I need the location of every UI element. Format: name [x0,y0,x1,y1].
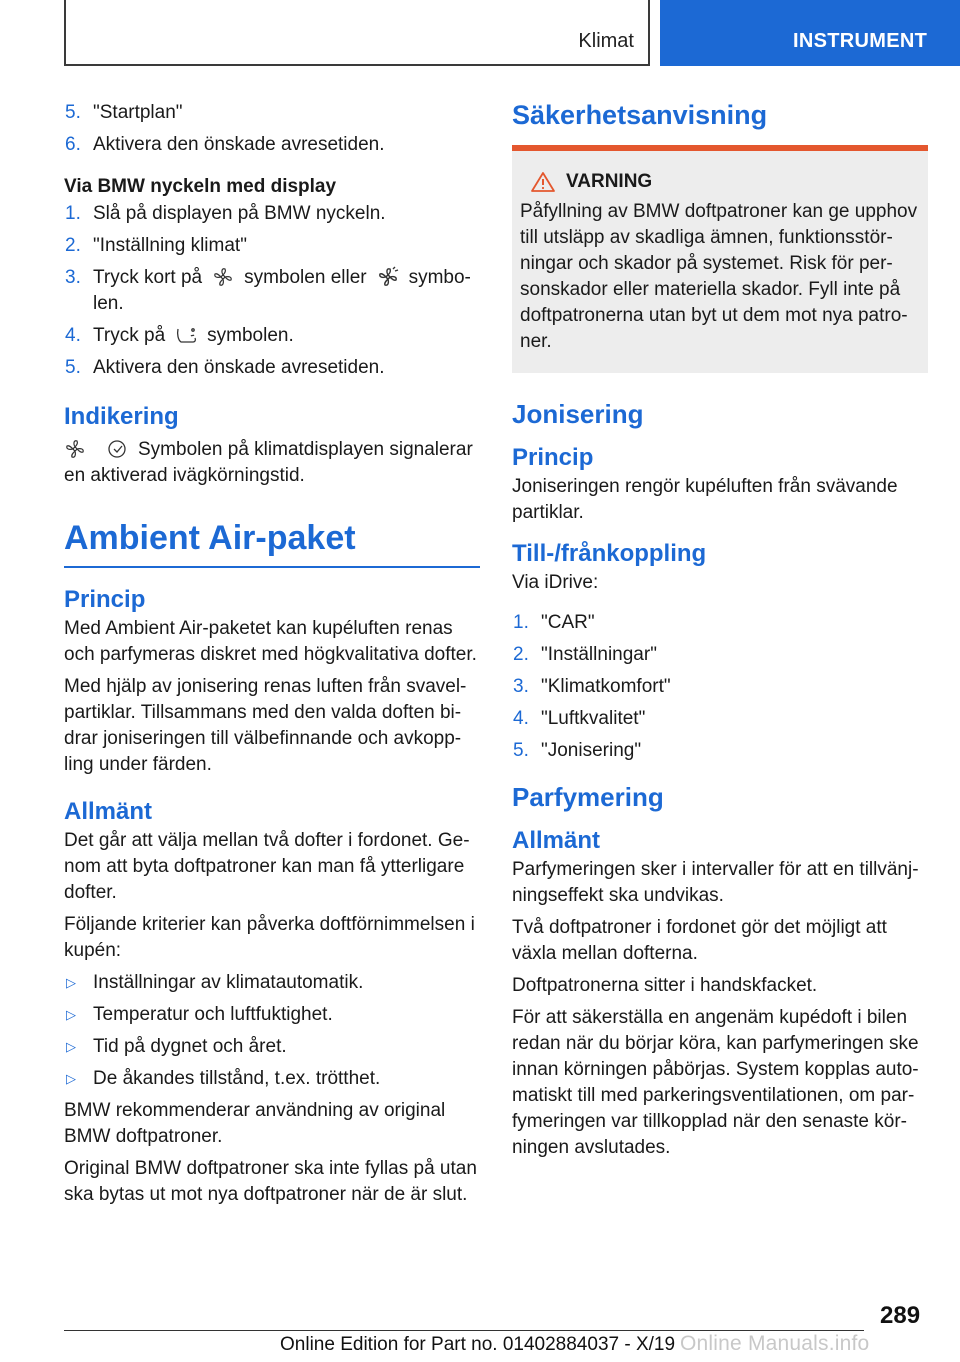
list-item: ▷ Temperatur och luftfuktighet. [66,1004,333,1025]
allmant-heading: Allmänt [64,798,153,825]
list-item: 3. Tryck kort på symbolen eller symbo-len. [65,267,471,314]
header-section-label: Klimat [578,30,634,52]
list-item: 5. Aktivera den önskade avresetiden. [65,357,385,378]
seat-heat-icon [171,324,201,346]
allmant-text-4: Original BMW doftpatroner ska inte fyllas på utan ska bytas ut mot nya doftpatroner när de är slut. [64,1158,477,1205]
p-text-1: Parfymeringen sker i intervaller för att en tillvänj-ningseffekt ska undvikas. [512,859,919,906]
criteria-list [64,970,480,1092]
princip-text-1: Med Ambient Air-paketet kan kupéluften renas och parfymeras diskret med högkvalitativa dofter. [64,618,477,665]
warning-title [530,171,920,193]
indikering-heading: Indikering [64,403,179,430]
list-item: 2. "Inställning klimat" [65,235,247,256]
princip-heading: Princip [64,586,146,613]
left-column [64,100,480,1214]
footer-edition: Online Edition for Part no. 01402884037 - X/19 [280,1334,676,1355]
steps-top-list [64,100,480,158]
via-idrive-text: Via iDrive: [512,572,599,593]
list-item: 1. Slå på displayen på BMW nyckeln. [65,203,386,224]
warning-text: Påfyllning av BMW doftpatroner kan ge upphov till utsläpp av skadliga ämnen, funktionsstör-ningar och skador på systemet. Risk för per-sonskador eller materiella skador. Fyll inte på doftpatronerna utan byt ut dem mot nya patro-ner. [520,201,918,352]
list-item: 1. "CAR" [513,612,595,633]
p-allmant-heading: Allmänt [512,827,601,854]
allmant-text-1: Det går att välja mellan två dofter i fordonet. Ge-nom att byta doftpatroner kan man få ytterligare dofter. [64,830,470,903]
indikering-text: Symbolen på klimatdisplayen signalerar en aktiverad ivägkörningstid. [64,437,480,489]
list-item: 5. "Jonisering" [513,740,642,761]
list-item: ▷ De åkandes tillstånd, t.ex. trötthet. [66,1068,381,1089]
clock-icon [102,438,132,460]
fan-bold-icon [373,266,403,288]
footer-rule [64,1330,864,1331]
footer-watermark: Online Manuals.info [680,1332,870,1355]
j-princip-text: Joniseringen rengör kupéluften från svävande partiklar. [512,476,898,523]
list-item: ▷ Inställningar av klimatautomatik. [66,972,364,993]
jonisering-heading: Jonisering [512,399,644,429]
parfym-heading: Parfymering [512,782,664,812]
allmant-text-2: Följande kriterier kan påverka doftförnimmelsen i kupén: [64,914,475,961]
page-number: 289 [880,1302,921,1329]
right-column [512,100,928,1167]
list-item: 5. "Startplan" [65,102,183,123]
header-chapter-tab [660,0,960,66]
safety-heading: Säkerhetsanvisning [512,100,768,130]
till-heading: Till-/frånkoppling [512,540,707,567]
list-item: 6. Aktivera den önskade avresetiden. [65,134,385,155]
fan-icon [60,438,90,460]
p-text-2: Två doftpatroner i fordonet gör det möjligt att växla mellan dofterna. [512,917,887,964]
p-text-3: Doftpatronerna sitter i handskfacket. [512,975,818,996]
warning-label: VARNING [566,171,653,192]
key-steps-list [64,201,480,381]
header-chapter-label: INSTRUMENT [793,30,928,52]
warning-triangle-icon [530,171,556,193]
list-item: ▷ Tid på dygnet och året. [66,1036,287,1057]
list-item: 2. "Inställningar" [513,644,657,665]
list-item: 4. Tryck på symbolen. [65,325,294,346]
fan-icon [208,266,238,288]
allmant-text-3: BMW rekommenderar användning av original BMW doftpatroner. [64,1100,446,1147]
idrive-steps-list [512,610,928,764]
list-item: 3. "Klimatkomfort" [513,676,671,697]
key-section-title: Via BMW nyckeln med display [64,176,337,197]
p-text-4: För att säkerställa en angenäm kupédoft i bilen redan när du börjar köra, kan parfymeringen ske innan körningen påbörjas. System kopplas auto-matiskt till med parkeringsventilationen, om par-fymeringen var tillkopplad när den senaste kör-ningen avslutades. [512,1007,919,1158]
header-section-tab [64,0,650,66]
j-princip-heading: Princip [512,444,594,471]
warning-box [512,145,928,373]
ambient-heading: Ambient Air-paket [64,519,480,568]
list-item: 4. "Luftkvalitet" [513,708,646,729]
princip-text-2: Med hjälp av jonisering renas luften från svavel-partiklar. Tillsammans med den valda doften bi-drar joniseringen till välbefinnande och avkopp-ling under färden. [64,676,467,775]
